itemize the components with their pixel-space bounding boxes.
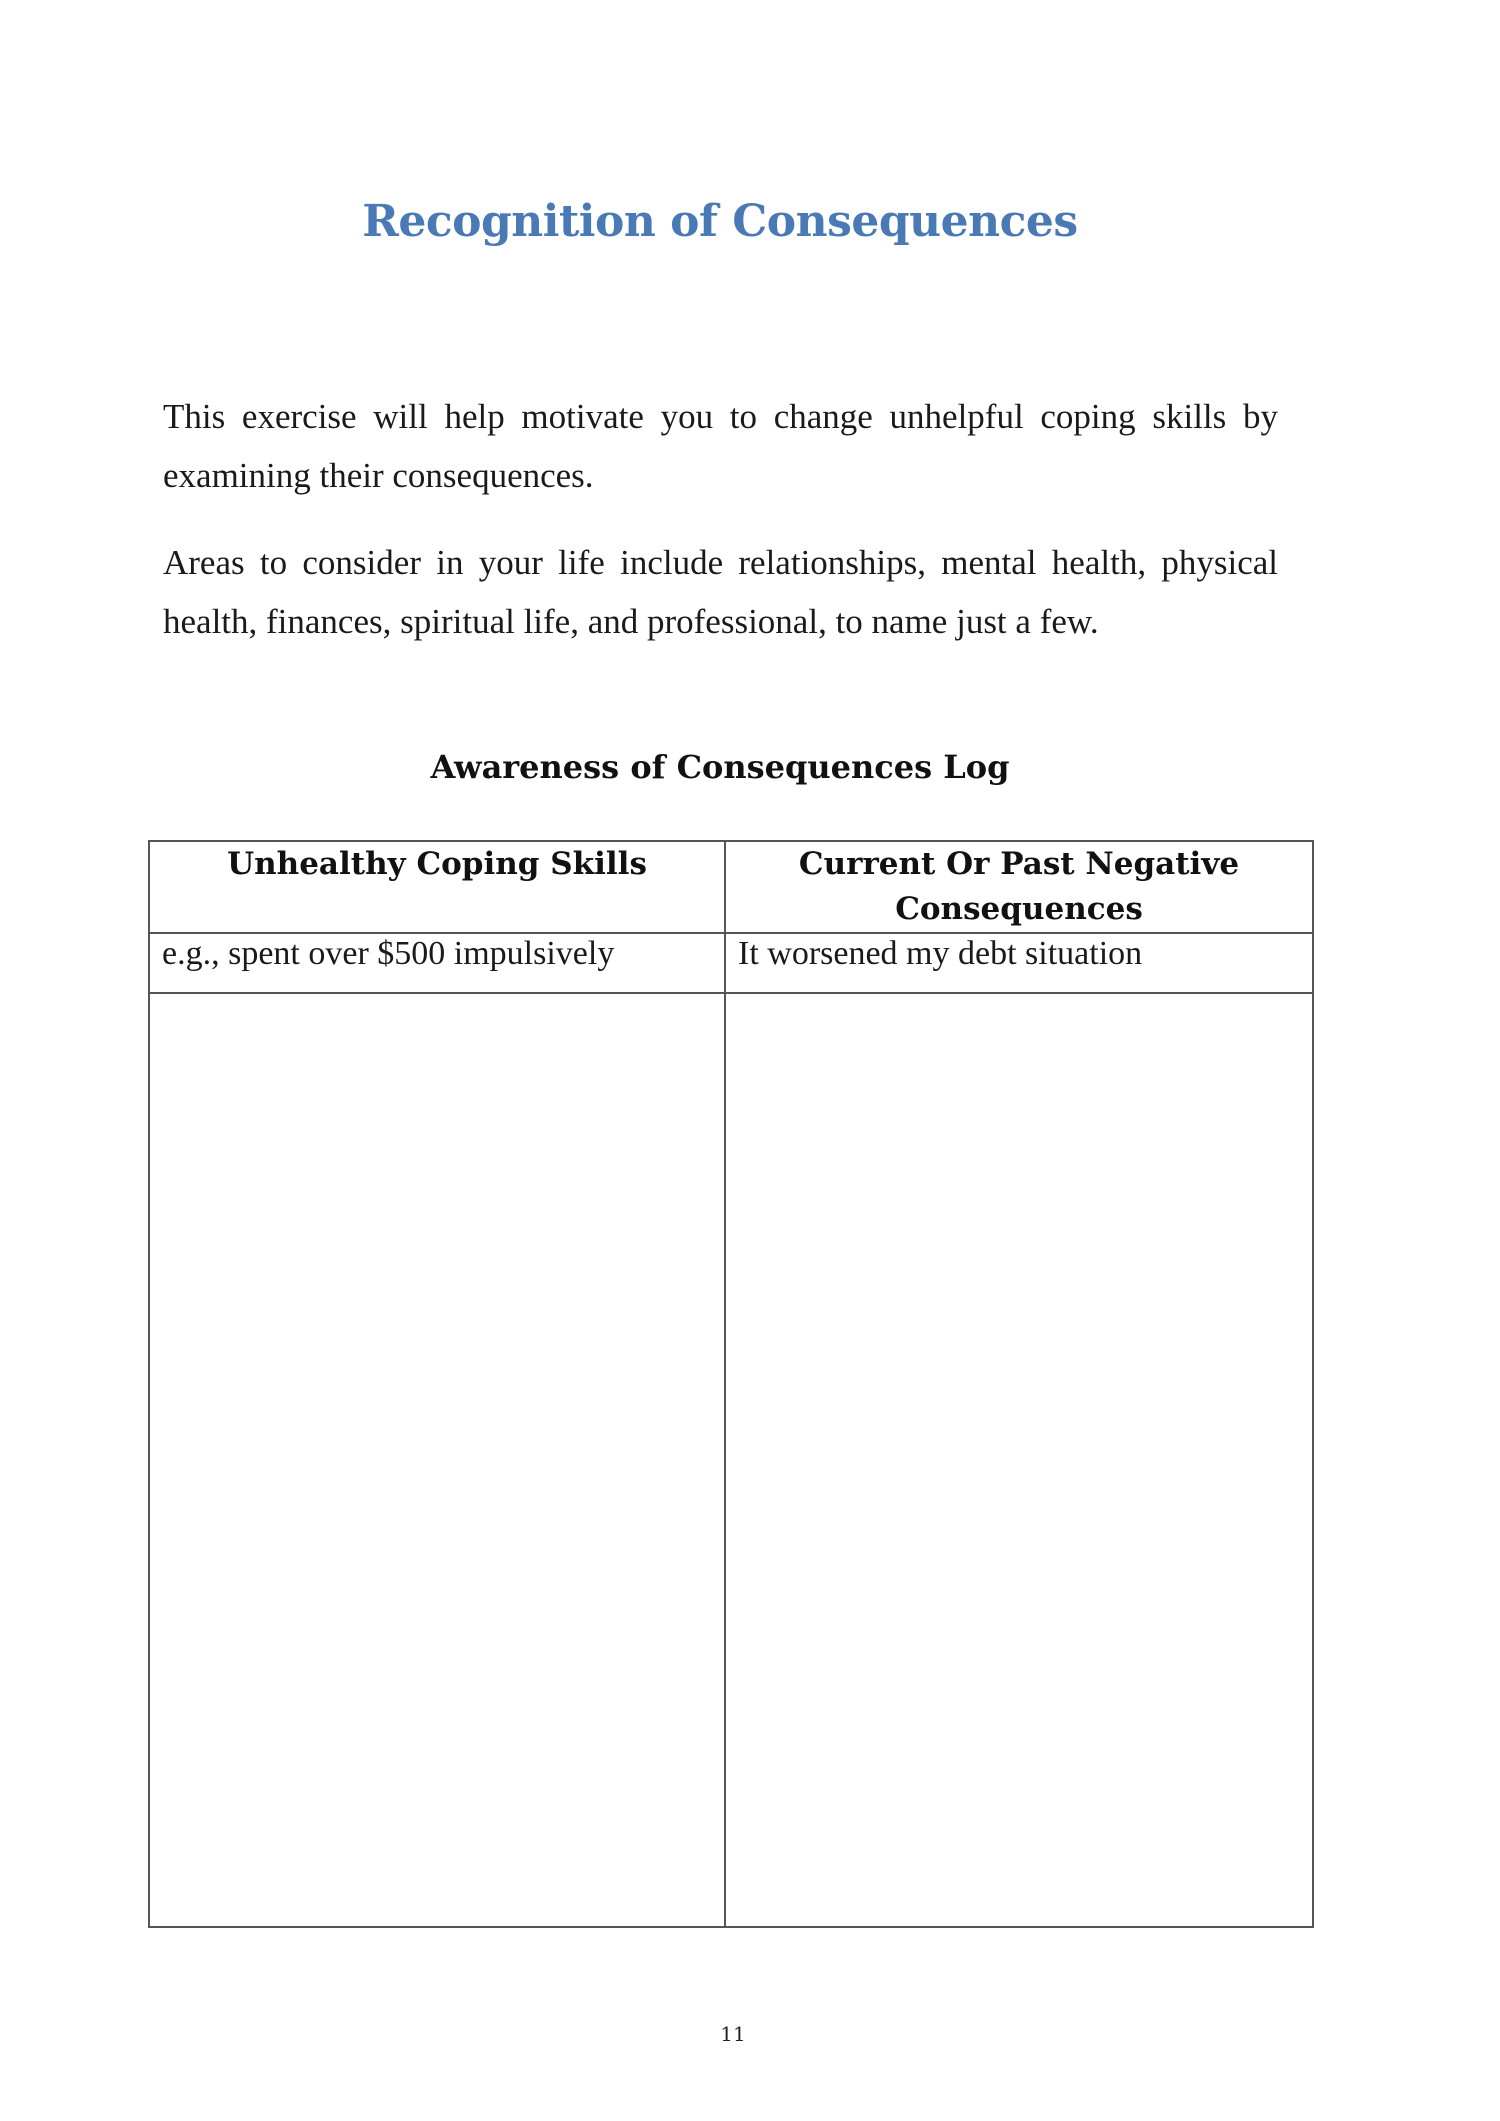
table-header-row [149, 841, 1313, 933]
consequences-log-table [148, 840, 1314, 1928]
page-title: Recognition of Consequences [362, 196, 1078, 247]
example-coping-skill-cell: e.g., spent over $500 impulsively [149, 933, 725, 993]
page-number: 11 [720, 2022, 746, 2046]
blank-coping-skill-cell[interactable] [149, 993, 725, 1927]
log-title: Awareness of Consequences Log [430, 748, 1010, 786]
areas-paragraph: Areas to consider in your life include relationships, mental health, physical health, finances, spiritual life, and professional, to name just a few. [163, 543, 1278, 641]
table-row-blank [149, 993, 1313, 1927]
header-unhealthy-coping-skills: Unhealthy Coping Skills [149, 841, 725, 933]
header-negative-consequences: Current Or Past Negative Consequences [725, 841, 1313, 933]
blank-consequence-cell[interactable] [725, 993, 1313, 1927]
intro-paragraph: This exercise will help motivate you to change unhelpful coping skills by examining their consequences. [163, 397, 1278, 495]
example-consequence-cell: It worsened my debt situation [725, 933, 1313, 993]
table-row-example [149, 933, 1313, 993]
